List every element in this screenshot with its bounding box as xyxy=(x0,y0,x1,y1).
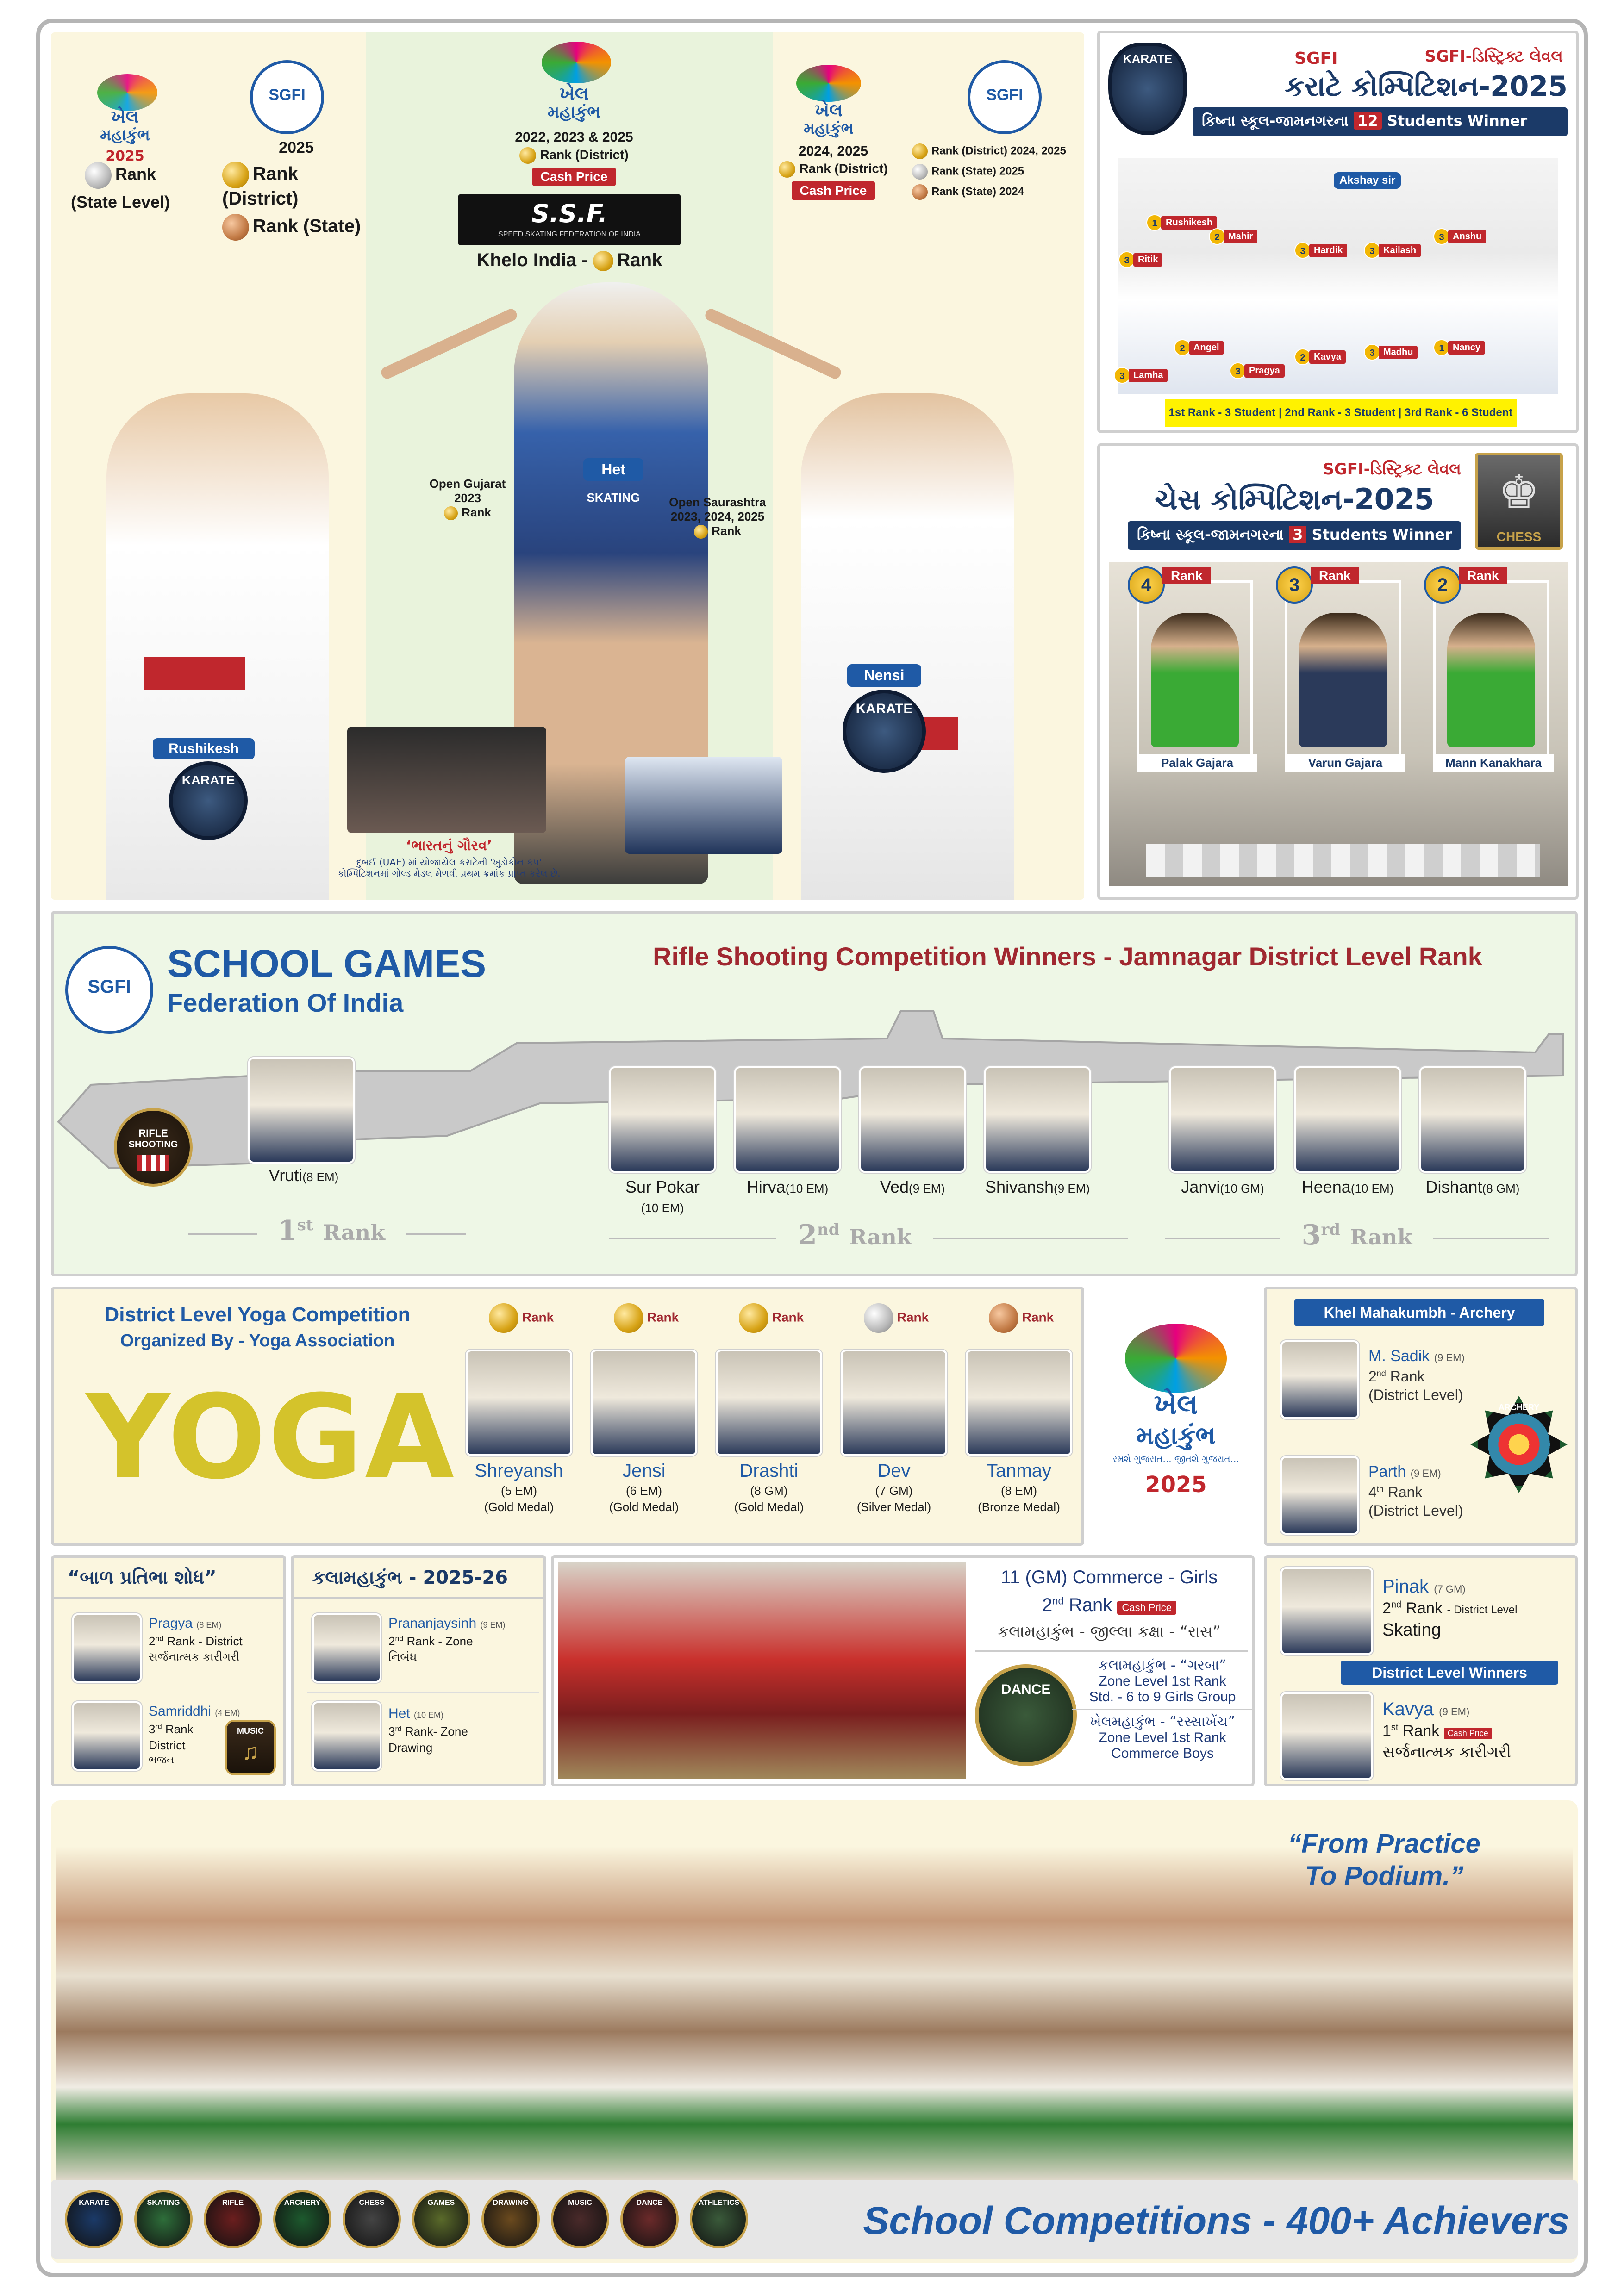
khelo-india-label: Khelo India - xyxy=(476,250,588,270)
footer-badge-label: ARCHERY xyxy=(284,2199,321,2207)
student-photo xyxy=(966,1350,1072,1456)
rank-label: Rank xyxy=(647,1310,679,1325)
nensi-name-tag: Nensi xyxy=(847,664,921,687)
gold-medal-icon xyxy=(222,162,249,188)
rank-ribbon: Rank xyxy=(1162,567,1211,584)
chess-badge-icon: ♚ CHESS xyxy=(1475,453,1563,550)
bronze-medal-icon xyxy=(989,1303,1018,1333)
karate-student-name: Kailash xyxy=(1379,244,1421,257)
gold-medal-icon xyxy=(694,525,708,539)
silver-medal-icon xyxy=(912,164,928,180)
gold-medal-icon xyxy=(739,1303,768,1333)
karate-student-tag xyxy=(1114,367,1168,384)
cash-price-tag: Cash Price xyxy=(792,181,875,200)
karate-sgfi-label: SGFI-ડિસ્ટ્રિક્ટ લેવલ xyxy=(1424,47,1563,66)
karate-student-name: Hardik xyxy=(1309,244,1347,257)
yoga-student-name: Drashti xyxy=(739,1461,799,1481)
student-photo-prananjaysinh xyxy=(312,1613,381,1683)
student-photo xyxy=(859,1066,966,1173)
chess-player-name: Palak Gajara xyxy=(1137,754,1257,772)
nensi-athlete-photo xyxy=(801,393,1014,900)
student-name-text: Shivansh xyxy=(985,1177,1054,1196)
karate-student-tag xyxy=(1174,339,1224,356)
dance-badge-icon: DANCE xyxy=(975,1664,1077,1766)
yoga-wordmark: YOGA xyxy=(86,1370,456,1505)
quote-line-2: To Podium.” xyxy=(1305,1861,1464,1891)
student-std: (9 EM) xyxy=(909,1182,945,1195)
karate-student-name: Nancy xyxy=(1448,341,1485,355)
garba-group-photo xyxy=(558,1562,966,1779)
yoga-medal-type: (Gold Medal) xyxy=(734,1500,804,1514)
ssf-logo: S.S.F. SPEED SKATING FEDERATION OF INDIA xyxy=(458,194,681,245)
karate-student-tag xyxy=(1364,343,1418,361)
rank-1-label: 1 xyxy=(278,1214,297,1247)
footer-chess-badge-icon xyxy=(343,2190,401,2248)
karate-student-tag xyxy=(1433,339,1485,356)
footer-karate-badge-icon xyxy=(65,2190,123,2248)
open-saurashtra-title: Open Saurashtra xyxy=(669,495,766,509)
cash-price-tag: Cash Price xyxy=(532,168,616,186)
yoga-organizer: Organized By - Yoga Association xyxy=(120,1331,395,1350)
karate-student-name: Kavya xyxy=(1309,350,1346,364)
gold-medal-icon xyxy=(519,147,536,164)
footer-dance-badge-icon xyxy=(620,2190,679,2248)
footer-badge-label: KARATE xyxy=(79,2199,109,2207)
yoga-student-std: (8 EM) xyxy=(1001,1484,1037,1498)
student-name xyxy=(1410,1177,1535,1197)
footer-archery-badge-icon xyxy=(273,2190,331,2248)
student-photo xyxy=(1419,1066,1526,1173)
rank-district-label: Rank (District) xyxy=(540,147,629,162)
yoga-student-std: (8 GM) xyxy=(750,1484,788,1498)
sgfi-logo: SGFI xyxy=(250,60,324,134)
student-name-text: Hirva xyxy=(746,1177,786,1196)
rifle-title: Rifle Shooting Competition Winners - Jamnagar District Level Rank xyxy=(653,942,1482,971)
kala-mahakumbh-panel: કલામહાકુંભ - 2025-26 Prananjaysinh (9 EM) 2nd Rank - Zone નિબંધ Het (10 EM) 3rd Rank- Zone Drawing xyxy=(291,1555,546,1786)
yoga-student-name: Jensi xyxy=(622,1461,666,1481)
rank-medal-icon: 3 xyxy=(1364,344,1380,361)
rank-3-label: 3 xyxy=(1301,1219,1321,1251)
khel-mahakumbh-logo-mid: ખેલ મહાકુંભ રમશે ગુજરાત... જીતશે ગુજરાત... 2025 xyxy=(1093,1324,1259,1509)
karate-student-tag xyxy=(1433,228,1486,245)
student-photo-parth xyxy=(1280,1456,1359,1535)
archery-panel: Khel Mahakumbh - Archery M. Sadik (9 EM) 2nd Rank (District Level) Parth (9 EM) 4th Rank (District Level) ARCHERY xyxy=(1264,1287,1578,1546)
footer-athletics-badge-icon xyxy=(690,2190,748,2248)
silver-medal-icon xyxy=(864,1303,893,1333)
student-name-text: Ved xyxy=(880,1177,909,1196)
rank-medal-row xyxy=(966,1303,1077,1333)
rank-district-label: Rank (District) xyxy=(222,163,299,209)
chess-sgfi-label: SGFI-ડિસ્ટ્રિક્ટ લેવલ xyxy=(1323,460,1461,479)
rank-state-label: Rank (State) xyxy=(253,216,361,236)
rank-medal-icon: 2 xyxy=(1294,348,1311,365)
rank-medal-icon: 3 xyxy=(1114,367,1131,384)
cash-price-tag: Cash Price xyxy=(1117,1601,1176,1615)
gold-medal-icon xyxy=(489,1303,518,1333)
student-photo xyxy=(591,1350,697,1456)
karate-footer: 1st Rank - 3 Student | 2nd Rank - 3 Student | 3rd Rank - 6 Student xyxy=(1165,399,1517,427)
rifle-shooting-panel: SGFI SCHOOL GAMES Federation Of India Rifle Shooting Competition Winners - Jamnagar District Level Rank RIFLE SHOOTING Vruti(8 EM) Sur Pokar (10 EM) Hirva(10 EM) Ved(9 EM) Shivansh(9 EM) Janvi(10 GM) Heena(10 EM) Dishant(8 GM) 1st Rank 2nd Rank 3rd Rank xyxy=(51,911,1578,1276)
chess-player-name: Varun Gajara xyxy=(1285,754,1405,772)
student-photo-het xyxy=(312,1701,381,1771)
dubai-podium-photo xyxy=(347,727,546,833)
student-name-text: Janvi xyxy=(1181,1177,1220,1196)
footer-rifle-badge-icon xyxy=(204,2190,262,2248)
skating-badge: SKATING xyxy=(587,491,640,504)
student-photo xyxy=(466,1350,572,1456)
footer-music-badge-icon xyxy=(551,2190,609,2248)
chess-player-photo xyxy=(1447,613,1535,747)
student-photo xyxy=(716,1350,822,1456)
footer-badge-label: MUSIC xyxy=(568,2199,592,2207)
student-photo-kavya xyxy=(1280,1692,1373,1780)
student-std: (10 EM) xyxy=(785,1182,829,1195)
rank-label: Rank xyxy=(115,164,156,184)
yoga-student-name: Tanmay xyxy=(986,1461,1052,1481)
yoga-medal-type: (Bronze Medal) xyxy=(978,1500,1060,1514)
student-name xyxy=(1160,1177,1285,1197)
karate-student-name: Anshu xyxy=(1448,230,1486,243)
rank-medal-row xyxy=(841,1303,952,1333)
open-gujarat-title: Open Gujarat xyxy=(429,477,506,491)
footer-badge-label: SKATING xyxy=(147,2199,180,2207)
student-photo-msadik xyxy=(1280,1340,1359,1419)
year-label: 2024, 2025 xyxy=(798,143,868,159)
karate-student-name: Lamha xyxy=(1129,369,1168,382)
yoga-medal-type: (Gold Medal) xyxy=(484,1500,554,1514)
student-name xyxy=(600,1177,725,1216)
bronze-medal-icon xyxy=(222,214,249,241)
karate-student-tag xyxy=(1294,242,1347,259)
bal-title: “બાળ પ્રતિભા શોધ” xyxy=(68,1567,217,1588)
karate-title: કરાટે કોમ્પિટિશન-2025 xyxy=(1285,70,1568,103)
sgfi-logo-right: SGFI xyxy=(968,60,1042,134)
student-std: (9 EM) xyxy=(1054,1182,1090,1195)
bronze-medal-icon xyxy=(912,184,928,200)
karate-team-photo xyxy=(625,757,782,854)
rank-ribbon: Rank xyxy=(1459,567,1507,584)
khel-mahakumbh-logo: ખેલ મહાકુંભ 2025 xyxy=(79,74,171,171)
chess-panel: SGFI-ડિસ્ટ્રિક્ટ લેવલ ચેસ કોમ્પિટિશન-2025 કિષ્ના સ્કૂલ-જામનગરના 3 Students Winner ♚ CHESS 4 Rank Palak Gajara 3 Rank Varun Gajara 2 Rank Mann Kanakhara xyxy=(1097,443,1579,900)
karate-student-name: Angel xyxy=(1189,341,1224,355)
chess-player-name: Mann Kanakhara xyxy=(1433,754,1554,772)
karate-student-name: Madhu xyxy=(1379,346,1418,359)
rifle-shooting-badge: RIFLE SHOOTING xyxy=(114,1108,193,1187)
khel-mahakumbh-logo-right: ખેલ મહાકુંભ xyxy=(782,65,875,143)
gold-medal-icon xyxy=(912,143,928,159)
rank-medal-icon: 3 xyxy=(1294,242,1311,259)
chess-title: ચેસ કોમ્પિટિશન-2025 xyxy=(1155,482,1434,516)
rank-medal-row xyxy=(466,1303,577,1333)
quote-line-1: “From Practice xyxy=(1288,1829,1480,1859)
student-name xyxy=(725,1177,850,1197)
karate-student-tag xyxy=(1294,348,1346,366)
archery-name-2: Parth xyxy=(1368,1463,1406,1481)
rank-medal-icon: 2 xyxy=(1174,339,1191,356)
student-name xyxy=(850,1177,975,1197)
student-name-text: Dishant xyxy=(1425,1177,1482,1196)
student-name-vruti: Vruti xyxy=(269,1166,303,1185)
student-photo xyxy=(609,1066,716,1173)
karate-student-tag xyxy=(1146,214,1217,231)
rank-medal-icon: 3 xyxy=(1118,251,1135,268)
gold-medal-icon xyxy=(593,251,613,271)
music-badge-icon: MUSIC ♫ xyxy=(225,1720,276,1775)
year-2025: 2025 xyxy=(279,139,314,156)
rank-medal-icon: 1 xyxy=(1146,214,1163,231)
student-name xyxy=(1285,1177,1410,1197)
gold-medal-icon xyxy=(614,1303,643,1333)
yoga-medal-type: (Silver Medal) xyxy=(856,1500,931,1514)
yoga-student-std: (6 EM) xyxy=(626,1484,662,1498)
student-photo xyxy=(1169,1066,1276,1173)
student-photo-vruti xyxy=(248,1057,355,1164)
student-photo-pinak xyxy=(1280,1567,1373,1655)
footer-badge-label: DRAWING xyxy=(493,2199,529,2207)
rank-badge-icon: 3 xyxy=(1276,566,1313,604)
sports-achievers-panel: ખેલ મહાકુંભ 2025 Rank (State Level) SGFI 2025 Rank (District) Rank (State) ખેલ મહાકુંભ 2022, 2023 & 2025 Rank (District) Cash Price S.S.F. SPEED SKATING FEDERATION OF INDIA Khelo India - Rank ખેલ મહાકુંભ 2024, 2025 Rank (District) Cash Price SGFI Rank (District) 2024, 2025 Rank (State) 2025 Rank (State) 2024 Rushikesh KARATE Het SKATING Open Gujarat 2023 Rank Open Saurashtra 2023, 2024, 2025 Rank Nensi KARATE ‘ભારતનું ગૌરવ’ દુબઈ (UAE) માં યોજાયેલ કરાટેની 'ખુડોકોન કપ' કોમ્પિટિશનમાં ગોલ્ડ મેડલ મેળવી પ્રથમ ક્રમાંક પ્રાપ્ત કરેલ છે. xyxy=(51,32,1084,900)
rank-medal-icon: 2 xyxy=(1209,228,1225,245)
rank-medal-row xyxy=(591,1303,702,1333)
yoga-panel xyxy=(51,1287,1084,1546)
karate-student-name: Rushikesh xyxy=(1161,216,1217,230)
student-name-text: Heena xyxy=(1301,1177,1351,1196)
karate-student-tag xyxy=(1230,362,1285,380)
yoga-student-std: (7 GM) xyxy=(875,1484,913,1498)
karate-student-tag xyxy=(1364,242,1421,259)
student-photo xyxy=(1294,1066,1401,1173)
rank-label: Rank xyxy=(1022,1310,1054,1325)
khel-mahakumbh-logo-center: ખેલ મહાકુંભ xyxy=(528,42,620,125)
rushikesh-name-tag: Rushikesh xyxy=(153,738,255,759)
dance-panel: 11 (GM) Commerce - Girls 2nd Rank Cash Price કલામહાકુંભ - જીલ્લા કક્ષા - “રાસ” DANCE કલામહાકુંભ - “ગરબા” Zone Level 1st Rank Std. - 6 to 9 Girls Group ખેલમહાકુંભ - “રસ્સાખેંચ” Zone Level 1st Rank Commerce Boys xyxy=(551,1555,1255,1786)
rank-label: Rank xyxy=(772,1310,804,1325)
yoga-student-std: (5 EM) xyxy=(501,1484,537,1498)
karate-student-tag xyxy=(1209,228,1257,245)
rank-label: Rank xyxy=(522,1310,554,1325)
achievers-group-photo xyxy=(56,1847,1573,2217)
karate-student-tag xyxy=(1118,251,1162,268)
district-winners-panel: Pinak (7 GM) 2nd Rank - District Level Skating District Level Winners Kavya (9 EM) 1st Rank Cash Price સર્જનાત્મક કારીગરી xyxy=(1264,1555,1578,1786)
student-name-text: Sur Pokar xyxy=(625,1177,700,1196)
footer-drawing-badge-icon xyxy=(481,2190,540,2248)
years-label: 2022, 2023 & 2025 xyxy=(515,130,633,145)
student-photo xyxy=(841,1350,947,1456)
silver-medal-icon xyxy=(85,162,112,189)
gold-medal-icon xyxy=(779,161,795,178)
student-name xyxy=(975,1177,1100,1197)
federation-subtitle: Federation Of India xyxy=(167,988,404,1017)
student-photo-samriddhi xyxy=(72,1701,142,1771)
rank-ribbon: Rank xyxy=(1311,567,1359,584)
het-name-tag: Het xyxy=(583,458,643,481)
yoga-medal-type: (Gold Medal) xyxy=(609,1500,679,1514)
gold-medal-icon xyxy=(444,506,458,520)
chess-player-photo xyxy=(1299,613,1387,747)
rank-2-label: 2 xyxy=(798,1219,817,1251)
student-photo-pragya xyxy=(72,1613,142,1683)
rank-medal-row xyxy=(716,1303,827,1333)
bharat-gaurav-title: ‘ભારતનું ગૌરવ’ xyxy=(406,838,493,854)
karate-student-name: Mahir xyxy=(1224,230,1257,243)
archery-title: Khel Mahakumbh - Archery xyxy=(1294,1299,1544,1326)
rank-label: Rank xyxy=(897,1310,929,1325)
state-level-label: (State Level) xyxy=(70,193,170,212)
rank-medal-icon: 1 xyxy=(1433,339,1450,356)
karate-student-name: Pragya xyxy=(1244,364,1285,378)
yoga-title: District Level Yoga Competition xyxy=(104,1303,411,1326)
student-photo xyxy=(984,1066,1091,1173)
coach-tag: Akshay sir xyxy=(1334,172,1401,189)
bal-pratibha-panel: “બાળ પ્રતિભા શોધ” Pragya (8 EM) 2nd Rank - District સર્જનાત્મક કારીગરી Samriddhi (4 EM) 3rd Rank District ભજન MUSIC ♫ xyxy=(51,1555,286,1786)
dance-class-label: 11 (GM) Commerce - Girls xyxy=(1000,1567,1218,1587)
archery-name-1: M. Sadik xyxy=(1368,1347,1430,1365)
student-std: (8 GM) xyxy=(1482,1182,1520,1195)
sgfi-logo-rifle: SGFI xyxy=(65,946,153,1034)
student-std: (10 EM) xyxy=(641,1201,684,1215)
rank-badge-icon: 4 xyxy=(1128,566,1165,604)
rank-medal-icon: 3 xyxy=(1230,362,1246,379)
chess-subtitle: કિષ્ના સ્કૂલ-જામનગરના xyxy=(1137,526,1284,543)
yoga-student-name: Shreyansh xyxy=(475,1461,563,1481)
karate-student-name: Ritik xyxy=(1133,253,1162,267)
footer-badge-label: GAMES xyxy=(427,2199,455,2207)
footer-skating-badge-icon xyxy=(134,2190,193,2248)
school-games-title: SCHOOL GAMES xyxy=(167,942,487,985)
footer-games-badge-icon xyxy=(412,2190,470,2248)
footer-badge-label: CHESS xyxy=(359,2199,385,2207)
footer-badge-label: DANCE xyxy=(636,2199,663,2207)
footer-badge-label: ATHLETICS xyxy=(698,2199,740,2207)
student-std: (10 GM) xyxy=(1220,1182,1264,1195)
karate-subtitle: કિષ્ના સ્કૂલ-જામનગરના xyxy=(1202,112,1349,130)
footer-bar xyxy=(51,2180,1578,2259)
student-std: (10 EM) xyxy=(1350,1182,1394,1195)
yoga-student-name: Dev xyxy=(877,1461,911,1481)
chess-player-photo xyxy=(1151,613,1239,747)
rank-medal-icon: 3 xyxy=(1364,242,1380,259)
footer-badge-label: RIFLE xyxy=(222,2199,244,2207)
district-winners-title: District Level Winners xyxy=(1341,1661,1558,1685)
footer-title: School Competitions - 400+ Achievers xyxy=(863,2199,1569,2242)
rank-medal-icon: 3 xyxy=(1433,228,1450,245)
karate-panel: KARATE SGFI SGFI-ડિસ્ટ્રિક્ટ લેવલ કરાટે કોમ્પિટિશન-2025 કિષ્ના સ્કૂલ-જામનગરના 12 Students Winner Akshay sir 1 Rushikesh 2 Mahir 3 Ritik 3 Hardik 3 Kailash 3 Anshu 2 Angel 3 Pragya 2 Kavya 3 Madhu 1 Nancy 3 Lamha 1st Rank - 3 Student | 2nd Rank - 3 Student | 3rd Rank - 6 Student xyxy=(1097,31,1579,433)
kala-title: કલામહાકુંભ - 2025-26 xyxy=(312,1567,508,1588)
student-photo xyxy=(734,1066,841,1173)
rank-badge-icon: 2 xyxy=(1424,566,1461,604)
